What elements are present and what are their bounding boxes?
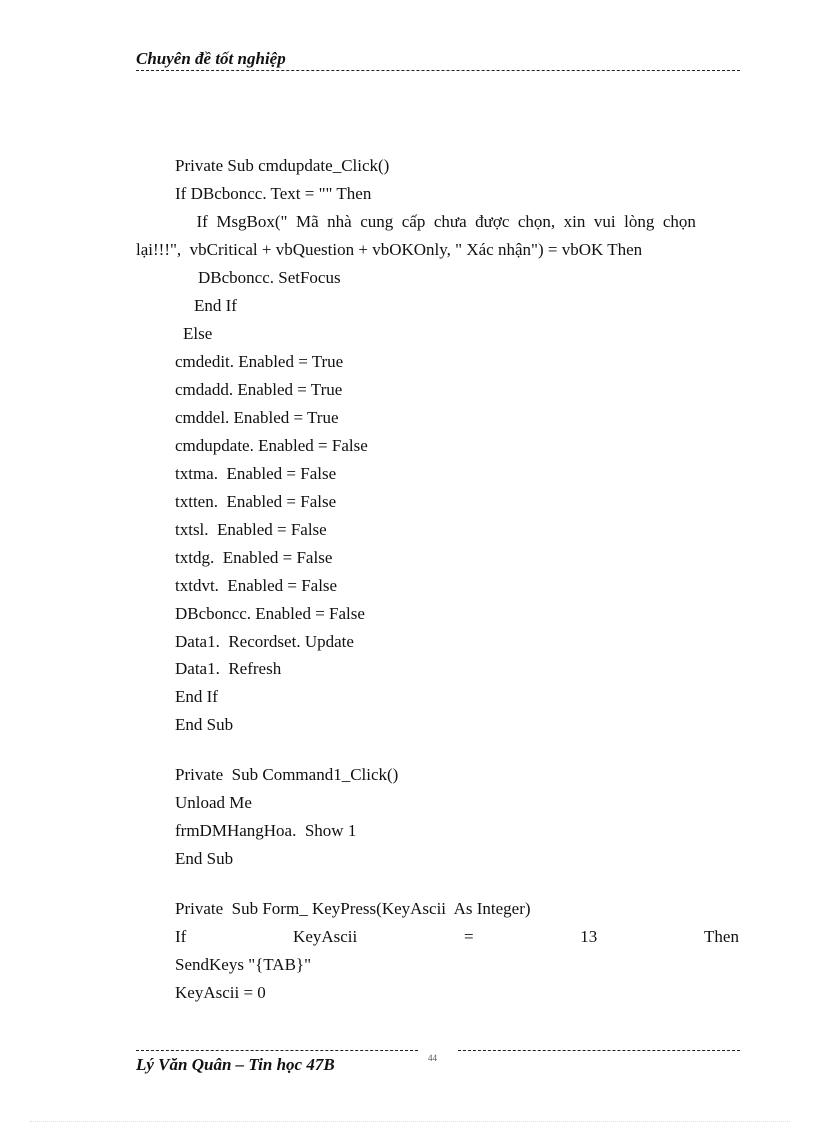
code-token: KeyAscii xyxy=(293,927,358,946)
code-token: = xyxy=(463,927,474,946)
code-line-justified xyxy=(175,927,739,947)
footer-author: Lý Văn Quân – Tin học 47B xyxy=(136,1055,335,1074)
code-line: If MsgBox(" Mã nhà cung cấp chưa được chọn, xin vui lòng chọn xyxy=(188,212,696,231)
header-divider xyxy=(136,70,740,71)
code-line: DBcboncc. Enabled = False xyxy=(175,604,365,623)
code-line: txtdvt. Enabled = False xyxy=(175,576,338,595)
code-line: Unload Me xyxy=(175,793,252,812)
code-line: txtten. Enabled = False xyxy=(175,492,337,511)
code-token: If xyxy=(175,927,187,946)
code-line: DBcboncc. SetFocus xyxy=(198,268,341,287)
page-bottom-border xyxy=(30,1121,790,1122)
footer-divider-left xyxy=(136,1050,418,1051)
code-line: lại!!!", vbCritical + vbQuestion + vbOKOnly, " Xác nhận") = vbOK Then xyxy=(136,240,643,259)
code-line: End If xyxy=(175,687,218,706)
code-line: KeyAscii = 0 xyxy=(175,983,266,1002)
code-line: Else xyxy=(183,324,213,343)
code-line: txtma. Enabled = False xyxy=(175,464,337,483)
code-token: Then xyxy=(704,927,739,946)
code-line: Private Sub Form_ KeyPress(KeyAscii As Integer) xyxy=(175,899,531,918)
footer-divider-right xyxy=(458,1050,740,1051)
code-line: If DBcboncc. Text = "" Then xyxy=(175,184,372,203)
code-line: cmdupdate. Enabled = False xyxy=(175,436,368,455)
code-line: End If xyxy=(194,296,237,315)
code-line: Data1. Refresh xyxy=(175,659,282,678)
header-title: Chuyên đề tốt nghiệp xyxy=(136,49,286,68)
code-line: cmdedit. Enabled = True xyxy=(175,352,344,371)
code-line: txtdg. Enabled = False xyxy=(175,548,333,567)
code-line: End Sub xyxy=(175,715,234,734)
code-line: Private Sub Command1_Click() xyxy=(175,765,399,784)
code-line: frmDMHangHoa. Show 1 xyxy=(175,821,357,840)
code-token: 13 xyxy=(580,927,598,946)
page-number: 44 xyxy=(428,1053,437,1063)
code-line: Data1. Recordset. Update xyxy=(175,632,354,651)
code-line: txtsl. Enabled = False xyxy=(175,520,327,539)
code-line: Private Sub cmdupdate_Click() xyxy=(175,156,390,175)
code-line: End Sub xyxy=(175,849,234,868)
code-line: cmdadd. Enabled = True xyxy=(175,380,343,399)
code-line: cmddel. Enabled = True xyxy=(175,408,339,427)
code-line: SendKeys "{TAB}" xyxy=(175,955,312,974)
